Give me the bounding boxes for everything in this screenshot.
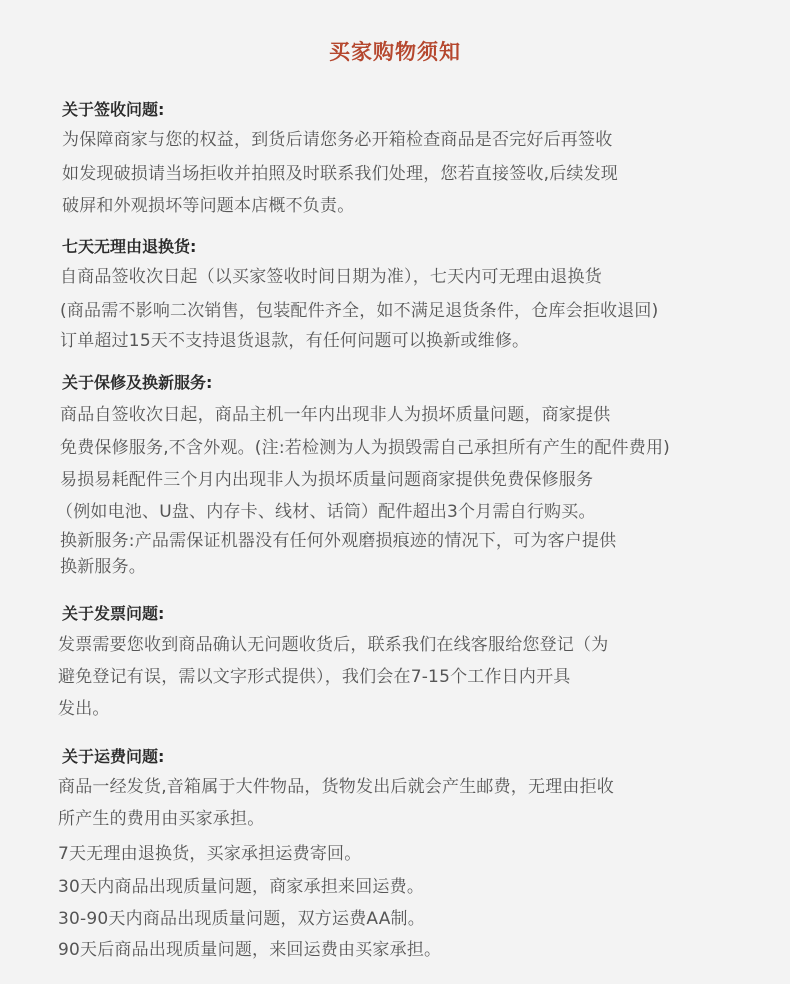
section-heading-warranty: 关于保修及换新服务:: [62, 373, 213, 392]
page-title: 买家购物须知: [329, 40, 461, 64]
section-line: 发票需要您收到商品确认无问题收货后，联系我们在线客服给您登记（为: [58, 635, 609, 655]
section-line: 破屏和外观损坏等问题本店概不负责。: [62, 196, 355, 216]
section-line: 商品自签收次日起，商品主机一年内出现非人为损坏质量问题，商家提供: [60, 405, 611, 425]
section-heading-returns: 七天无理由退换货:: [62, 237, 197, 256]
section-line: 换新服务:产品需保证机器没有任何外观磨损痕迹的情况下，可为客户提供: [60, 531, 617, 551]
section-line: 所产生的费用由买家承担。: [58, 809, 265, 829]
section-line: 免费保修服务,不含外观。(注:若检测为人为损毁需自己承担所有产生的配件费用): [60, 438, 670, 458]
section-line: 自商品签收次日起（以买家签收时间日期为准），七天内可无理由退换货: [60, 267, 602, 287]
section-line: (商品需不影响二次销售，包装配件齐全，如不满足退货条件，仓库会拒收退回): [60, 301, 659, 321]
section-line: 为保障商家与您的权益，到货后请您务必开箱检查商品是否完好后再签收: [62, 130, 613, 150]
section-line: 30-90天内商品出现质量问题，双方运费AA制。: [58, 909, 425, 929]
section-line: 90天后商品出现质量问题，来回运费由买家承担。: [58, 940, 442, 960]
section-line: 商品一经发货,音箱属于大件物品，货物发出后就会产生邮费，无理由拒收: [58, 777, 615, 797]
section-line: （例如电池、U盘、内存卡、线材、话筒）配件超出3个月需自行购买。: [56, 502, 596, 522]
section-line: 易损易耗配件三个月内出现非人为损坏质量问题商家提供免费保修服务: [60, 470, 594, 490]
section-line: 发出。: [58, 699, 110, 719]
section-heading-shipping: 关于运费问题:: [62, 747, 165, 766]
section-line: 换新服务。: [60, 557, 146, 577]
section-line: 订单超过15天不支持退货退款，有任何问题可以换新或维修。: [60, 331, 530, 351]
section-heading-invoice: 关于发票问题:: [62, 604, 165, 623]
section-line: 30天内商品出现质量问题，商家承担来回运费。: [58, 877, 425, 897]
section-line: 如发现破损请当场拒收并拍照及时联系我们处理，您若直接签收,后续发现: [62, 164, 619, 184]
section-heading-signing: 关于签收问题:: [62, 100, 165, 119]
section-line: 避免登记有误，需以文字形式提供），我们会在7-15个工作日内开具: [58, 667, 571, 687]
section-line: 7天无理由退换货，买家承担运费寄回。: [58, 844, 362, 864]
